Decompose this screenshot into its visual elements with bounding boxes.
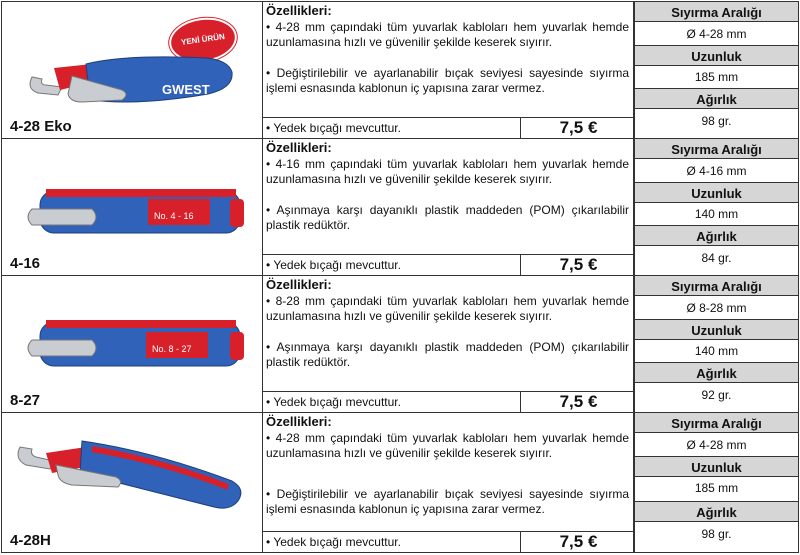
feature-bullet-2: • Değiştirilebilir ve ayarlanabilir bıçak seviyesi sayesinde sıyırma işlemi esnasında kablonun iç yapısına zarar vermez. bbox=[266, 487, 629, 516]
footer-bar bbox=[263, 531, 633, 552]
range-label: Sıyırma Aralığı bbox=[635, 1, 798, 22]
tool-brand-label: GWEST bbox=[162, 82, 210, 97]
range-value: Ø 8-28 mm bbox=[686, 301, 747, 315]
weight-value: 98 gr. bbox=[701, 527, 732, 541]
weight-label: Ağırlık bbox=[635, 362, 798, 383]
length-label: Uzunluk bbox=[635, 456, 798, 477]
model-name: 4-16 bbox=[10, 255, 41, 272]
feature-bullet-1: • 4-28 mm çapındaki tüm yuvarlak kabloları hem yuvarlak hemde uzunlamasına hızlı ve güvenilir şekilde keserek sıyırır. bbox=[266, 20, 629, 49]
length-value: 140 mm bbox=[694, 207, 739, 221]
feature-bullet-2: • Aşınmaya karşı dayanıklı plastik maddeden (POM) çıkarılabilir plastik redüktör. bbox=[266, 203, 629, 232]
range-value: Ø 4-16 mm bbox=[686, 164, 747, 178]
weight-value: 84 gr. bbox=[701, 251, 732, 265]
spare-blade-note: • Yedek bıçağı mevcuttur. bbox=[266, 535, 401, 549]
range-label: Sıyırma Aralığı bbox=[635, 275, 798, 296]
length-label: Uzunluk bbox=[635, 182, 798, 203]
length-value: 185 mm bbox=[694, 481, 739, 495]
product-row-8-27 bbox=[2, 276, 798, 413]
feature-bullet-1: • 4-28 mm çapındaki tüm yuvarlak kabloları hem yuvarlak hemde uzunlamasına hızlı ve güvenilir şekilde keserek sıyırır. bbox=[266, 431, 629, 460]
weight-value: 92 gr. bbox=[701, 388, 732, 402]
product-row-4-28h bbox=[2, 413, 798, 552]
description-cell bbox=[263, 413, 635, 552]
description-cell bbox=[263, 276, 635, 412]
feature-bullet-2: • Değiştirilebilir ve ayarlanabilir bıçak seviyesi sayesinde sıyırma işlemi esnasında kablonun iç yapısına zarar vermez. bbox=[266, 66, 629, 95]
product-row-4-16 bbox=[2, 139, 798, 276]
footer-bar bbox=[263, 254, 633, 275]
feature-bullet-1: • 8-28 mm çapındaki tüm yuvarlak kabloları hem yuvarlak hemde uzunlamasına hızlı ve güvenilir şekilde keserek sıyırır. bbox=[266, 294, 629, 323]
cable-stripper-image bbox=[2, 276, 262, 412]
range-value: Ø 4-28 mm bbox=[686, 438, 747, 452]
price: 7,5 € bbox=[520, 255, 636, 275]
weight-label: Ağırlık bbox=[635, 88, 798, 109]
description-cell bbox=[263, 2, 635, 138]
spare-blade-note: • Yedek bıçağı mevcuttur. bbox=[266, 258, 401, 272]
length-label: Uzunluk bbox=[635, 45, 798, 66]
feature-bullet-2: • Aşınmaya karşı dayanıklı plastik maddeden (POM) çıkarılabilir plastik redüktör. bbox=[266, 340, 629, 369]
price: 7,5 € bbox=[520, 392, 636, 412]
product-image-cell bbox=[2, 276, 263, 412]
model-name: 8-27 bbox=[10, 392, 41, 409]
features-title: Özellikleri: bbox=[266, 140, 332, 155]
price: 7,5 € bbox=[520, 118, 636, 138]
length-value: 140 mm bbox=[694, 344, 739, 358]
footer-bar bbox=[263, 117, 633, 138]
tool-model-label: No. 8 - 27 bbox=[152, 344, 192, 354]
spec-cell bbox=[635, 276, 798, 412]
spec-cell bbox=[635, 413, 798, 552]
cable-stripper-image bbox=[2, 139, 262, 275]
features-title: Özellikleri: bbox=[266, 3, 332, 18]
length-label: Uzunluk bbox=[635, 319, 798, 340]
spec-cell bbox=[635, 139, 798, 275]
model-name: 4-28 Eko bbox=[10, 118, 72, 135]
product-image-cell bbox=[2, 2, 263, 138]
spec-cell bbox=[635, 2, 798, 138]
product-table bbox=[1, 1, 799, 553]
features-title: Özellikleri: bbox=[266, 414, 332, 429]
product-image-cell bbox=[2, 413, 263, 552]
weight-label: Ağırlık bbox=[635, 225, 798, 246]
tool-model-label: No. 4 - 16 bbox=[154, 211, 194, 221]
spare-blade-note: • Yedek bıçağı mevcuttur. bbox=[266, 121, 401, 135]
range-label: Sıyırma Aralığı bbox=[635, 412, 798, 433]
features-title: Özellikleri: bbox=[266, 277, 332, 292]
length-value: 185 mm bbox=[694, 70, 739, 84]
description-cell bbox=[263, 139, 635, 275]
weight-label: Ağırlık bbox=[635, 501, 798, 522]
product-row-4-28-eko bbox=[2, 2, 798, 139]
product-image-cell bbox=[2, 139, 263, 275]
price: 7,5 € bbox=[520, 532, 636, 552]
range-label: Sıyırma Aralığı bbox=[635, 138, 798, 159]
footer-bar bbox=[263, 391, 633, 412]
feature-bullet-1: • 4-16 mm çapındaki tüm yuvarlak kabloları hem yuvarlak hemde uzunlamasına hızlı ve güvenilir şekilde keserek sıyırır. bbox=[266, 157, 629, 186]
range-value: Ø 4-28 mm bbox=[686, 27, 747, 41]
weight-value: 98 gr. bbox=[701, 114, 732, 128]
spare-blade-note: • Yedek bıçağı mevcuttur. bbox=[266, 395, 401, 409]
model-name: 4-28H bbox=[10, 532, 51, 549]
new-product-badge: YENİ ÜRÜN bbox=[166, 13, 239, 66]
